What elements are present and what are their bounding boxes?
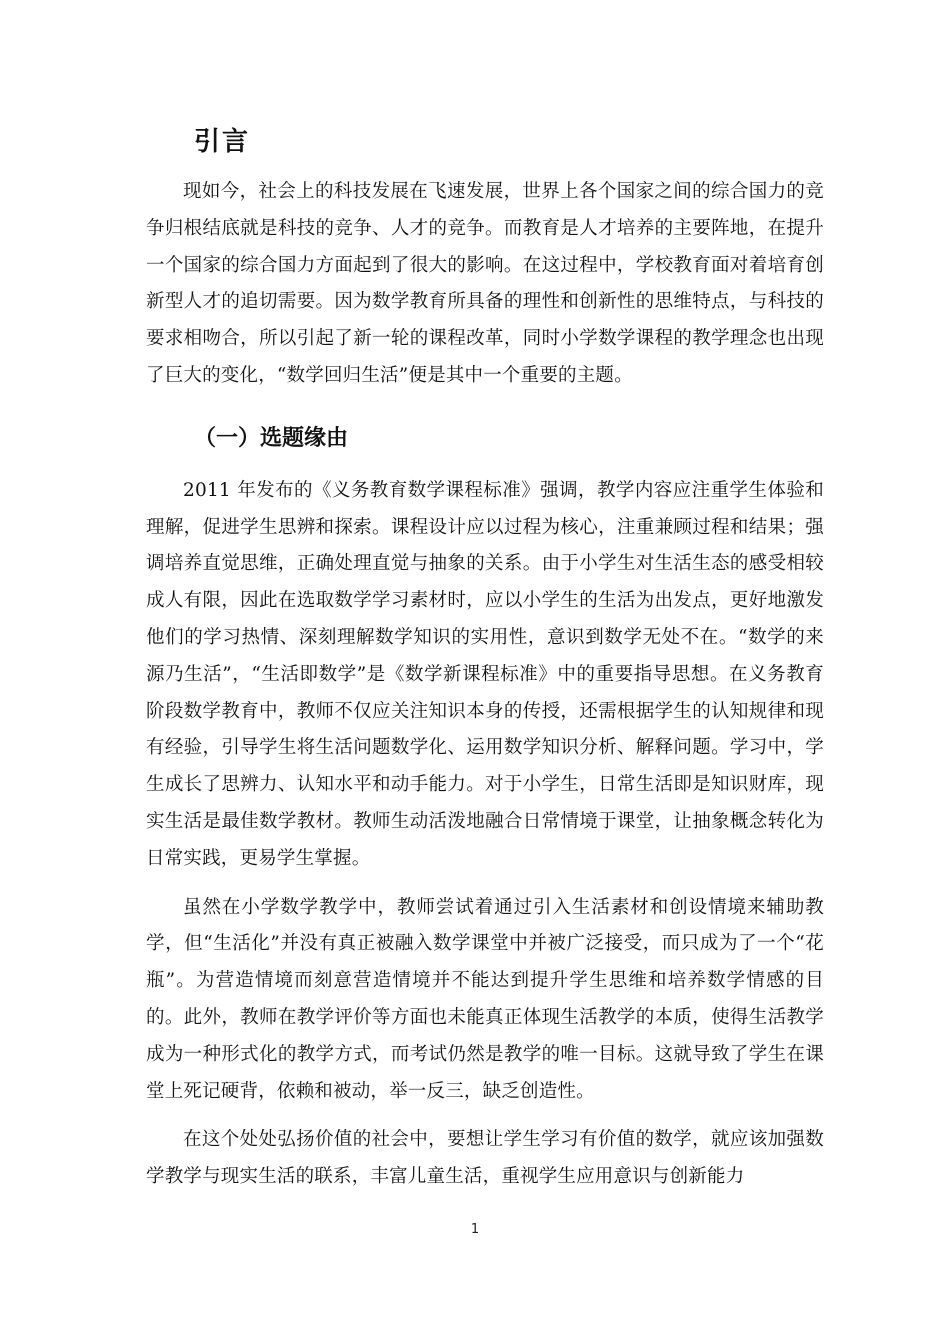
body-paragraph: 虽然在小学数学教学中，教师尝试着通过引入生活素材和创设情境来辅助教学，但“生活化”并没有真正被融入数学课堂中并被广泛接受，而只成为了一个“花瓶”。为营造情境而刻意营造情境并不能达到提升学生思维和培养数学情感的目的。此外，教师在教学评价等方面也未能真正体现生活教学的本质，使得生活教学成为一种形式化的教学方式，而考试仍然是教学的唯一目标。这就导致了学生在课堂上死记硬背，依赖和被动，举一反三，缺乏创造性。 bbox=[146, 896, 824, 1102]
document-body bbox=[146, 120, 824, 1196]
intro-paragraph: 现如今，社会上的科技发展在飞速发展，世界上各个国家之间的综合国力的竞争归根结底就是科技的竞争、人才的竞争。而教育是人才培养的主要阵地，在提升一个国家的综合国力方面起到了很大的影响。在这过程中，学校教育面对着培育创新型人才的追切需要。因为数学教育所具备的理性和创新性的思维特点，与科技的要求相吻合，所以引起了新一轮的课程改革，同时小学数学课程的教学理念也出现了巨大的变化，“数学回归生活”便是其中一个重要的主题。 bbox=[146, 181, 824, 386]
section-heading-introduction: 引言 bbox=[194, 127, 251, 157]
body-paragraph: 在这个处处弘扬价值的社会中，要想让学生学习有价值的数学，就应该加强数学教学与现实生活的联系，丰富儿童生活，重视学生应用意识与创新能力 bbox=[146, 1129, 824, 1188]
body-paragraph: 2011 年发布的《义务教育数学课程标准》强调，教学内容应注重学生体验和理解，促进学生思辨和探索。课程设计应以过程为核心，注重兼顾过程和结果；强调培养直觉思维，正确处理直觉与抽象的关系。由于小学生对生活生态的感受相较成人有限，因此在选取数学学习素材时，应以小学生的生活为出发点，更好地激发他们的学习热情、深刻理解数学知识的实用性，意识到数学无处不在。“数学的来源乃生活”，“生活即数学”是《数学新课程标准》中的重要指导思想。在义务教育阶段数学教育中，教师不仅应关注知识本身的传授，还需根据学生的认知规律和现有经验，引导学生将生活问题数学化、运用数学知识分析、解释问题。学习中，学生成长了思辨力、认知水平和动手能力。对于小学生，日常生活即是知识财库，现实生活是最佳数学教材。教师生动活泼地融合日常情境于课堂，让抽象概念转化为日常实践，更易学生掌握。 bbox=[146, 479, 824, 869]
subsection-heading-topic-reason: （一）选题缘由 bbox=[194, 425, 349, 451]
page-number: 1 bbox=[470, 1222, 480, 1237]
